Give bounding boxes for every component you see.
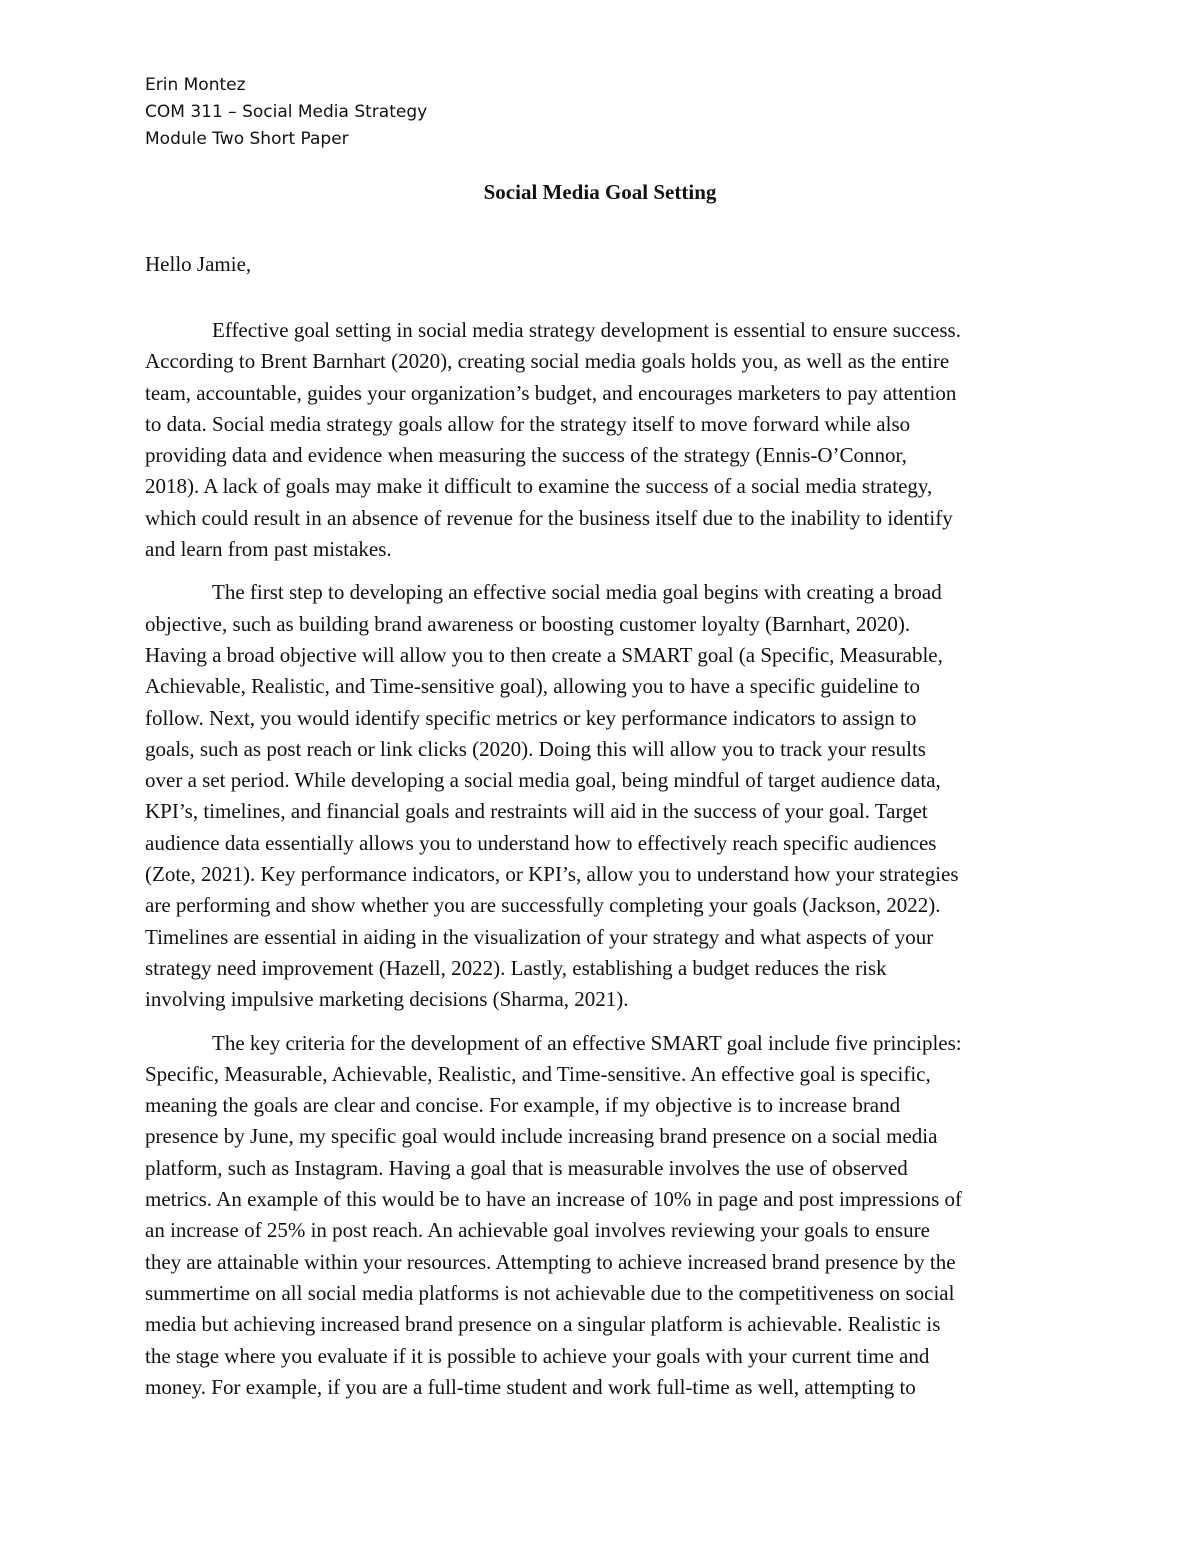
paragraph-line: over a set period. While developing a social media goal, being mindful of target audience data, bbox=[145, 768, 941, 793]
paragraph-line: are performing and show whether you are successfully completing your goals (Jackson, 2022). bbox=[145, 893, 941, 918]
paragraph-line: follow. Next, you would identify specific metrics or key performance indicators to assign to bbox=[145, 705, 917, 730]
paragraph-line: and learn from past mistakes. bbox=[145, 537, 392, 562]
paragraph-line: meaning the goals are clear and concise. For example, if my objective is to increase brand bbox=[145, 1093, 901, 1118]
assignment-name: Module Two Short Paper bbox=[145, 129, 349, 149]
paragraph-line: they are attainable within your resources. Attempting to achieve increased brand presence by the bbox=[145, 1249, 956, 1274]
paragraph-line: providing data and evidence when measuring the success of the strategy (Ennis-O’Connor, bbox=[145, 443, 907, 468]
paragraph-line: media but achieving increased brand presence on a singular platform is achievable. Realistic is bbox=[145, 1312, 941, 1337]
greeting: Hello Jamie, bbox=[145, 252, 252, 276]
paragraph bbox=[145, 577, 1060, 1015]
paragraph-line: team, accountable, guides your organization’s budget, and encourages marketers to pay attention bbox=[145, 380, 957, 405]
paragraph-line: 2018). A lack of goals may make it difficult to examine the success of a social media strategy, bbox=[145, 474, 933, 499]
paragraph-line: which could result in an absence of revenue for the business itself due to the inability to identify bbox=[145, 505, 953, 530]
paragraph-line: According to Brent Barnhart (2020), creating social media goals holds you, as well as the entire bbox=[145, 349, 950, 374]
paragraph-line: summertime on all social media platforms is not achievable due to the competitiveness on social bbox=[145, 1280, 955, 1305]
paragraph-line: Specific, Measurable, Achievable, Realistic, and Time-sensitive. An effective goal is specific, bbox=[145, 1061, 931, 1086]
paragraph-line: involving impulsive marketing decisions (Sharma, 2021). bbox=[145, 987, 629, 1012]
paragraph-line: Having a broad objective will allow you to then create a SMART goal (a Specific, Measurable, bbox=[145, 642, 943, 667]
paragraph-line: metrics. An example of this would be to have an increase of 10% in page and post impressions of bbox=[145, 1187, 963, 1212]
paragraph bbox=[145, 315, 1060, 565]
paragraph-line: goals, such as post reach or link clicks (2020). Doing this will allow you to track your results bbox=[145, 736, 926, 761]
paragraph-line: platform, such as Instagram. Having a goal that is measurable involves the use of observed bbox=[145, 1155, 908, 1180]
paragraph-line: Achievable, Realistic, and Time-sensitive goal), allowing you to have a specific guideline to bbox=[145, 674, 921, 699]
paragraph-line: the stage where you evaluate if it is possible to achieve your goals with your current time and bbox=[145, 1343, 930, 1368]
paragraph-line: The key criteria for the development of an effective SMART goal include five principles: bbox=[212, 1030, 962, 1055]
paragraph-line: money. For example, if you are a full-time student and work full-time as well, attempting to bbox=[145, 1374, 916, 1399]
paragraph-line: KPI’s, timelines, and financial goals and restraints will aid in the success of your goal. Target bbox=[145, 799, 928, 824]
paragraph-line: to data. Social media strategy goals allow for the strategy itself to move forward while also bbox=[145, 411, 911, 436]
paragraph-line: Effective goal setting in social media strategy development is essential to ensure success. bbox=[212, 318, 961, 342]
course-name: COM 311 – Social Media Strategy bbox=[145, 102, 428, 122]
paragraph-line: Timelines are essential in aiding in the visualization of your strategy and what aspects of your bbox=[145, 924, 934, 949]
document-title: Social Media Goal Setting bbox=[483, 180, 717, 204]
paragraph-line: (Zote, 2021). Key performance indicators, or KPI’s, allow you to understand how your strategies bbox=[145, 862, 959, 887]
paragraph-line: audience data essentially allows you to understand how to effectively reach specific audiences bbox=[145, 830, 937, 855]
paragraph-line: The first step to developing an effective social media goal begins with creating a broad bbox=[212, 580, 942, 605]
author-name: Erin Montez bbox=[145, 75, 246, 95]
paragraph-line: an increase of 25% in post reach. An achievable goal involves reviewing your goals to ensure bbox=[145, 1218, 930, 1243]
header-block bbox=[145, 72, 427, 153]
paragraph-line: presence by June, my specific goal would include increasing brand presence on a social media bbox=[145, 1124, 938, 1149]
paragraph-line: strategy need improvement (Hazell, 2022). Lastly, establishing a budget reduces the risk bbox=[145, 955, 887, 980]
body-text bbox=[145, 315, 1060, 1415]
paragraph bbox=[145, 1028, 1060, 1404]
paragraph-line: objective, such as building brand awareness or boosting customer loyalty (Barnhart, 2020). bbox=[145, 611, 911, 636]
